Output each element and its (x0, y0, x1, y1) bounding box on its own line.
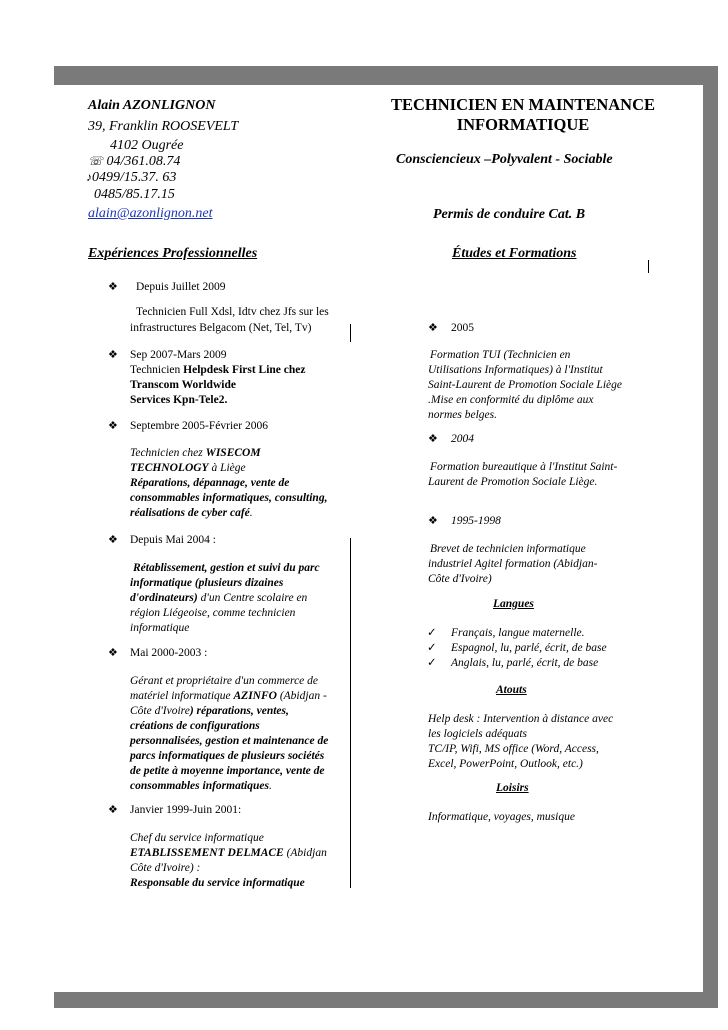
experience-line: Technicien chez WISECOM (130, 447, 261, 459)
diamond-bullet-icon: ❖ (428, 322, 438, 334)
education-year: 2004 (451, 433, 474, 445)
experience-period: Depuis Mai 2004 : (130, 534, 216, 546)
diamond-bullet-icon: ❖ (108, 534, 118, 546)
page-frame-bottom (54, 992, 718, 1008)
experience-line: Chef du service informatique (130, 832, 264, 844)
education-line: industriel Agitel formation (Abidjan- (428, 558, 598, 570)
experience-line: Côte d'Ivoire) : (130, 862, 201, 874)
experience-period: Sep 2007-Mars 2009 (130, 349, 227, 361)
contact-phone: 04/361.08.74 (106, 154, 181, 169)
experience-period: Mai 2000-2003 : (130, 647, 208, 659)
contact-street: 39, Franklin ROOSEVELT (88, 119, 239, 134)
experience-line: région Liégeoise, comme technicien (130, 607, 296, 619)
diamond-bullet-icon: ❖ (108, 804, 118, 816)
education-line: Brevet de technicien informatique (430, 543, 586, 555)
diamond-bullet-icon: ❖ (108, 349, 118, 361)
education-year: 1995-1998 (451, 515, 501, 527)
skills-heading: Atouts (496, 684, 527, 696)
experience-line: Réparations, dépannage, vente de (130, 477, 290, 489)
skills-line: Help desk : Intervention à distance avec (428, 713, 614, 725)
contact-city: 4102 Ougrée (110, 138, 184, 153)
diamond-bullet-icon: ❖ (428, 515, 438, 527)
education-year: 2005 (451, 322, 474, 334)
driving-license: Permis de conduire Cat. B (433, 207, 586, 222)
experience-period: Depuis Juillet 2009 (136, 281, 226, 293)
education-line: Formation TUI (Technicien en (430, 349, 571, 361)
page-title: TECHNICIEN EN MAINTENANCE INFORMATIQUE (390, 95, 656, 134)
contact-phone-row (88, 154, 180, 170)
diamond-bullet-icon: ❖ (108, 647, 118, 659)
experience-line: Transcom Worldwide (130, 379, 236, 391)
column-divider (350, 538, 351, 888)
contact-mobile-row (86, 170, 176, 186)
experience-line: Gérant et propriétaire d'un commerce de (130, 675, 319, 687)
language-item: Espagnol, lu, parlé, écrit, de base (451, 642, 607, 654)
skills-line: Excel, PowerPoint, Outlook, etc.) (428, 758, 583, 770)
education-line: Saint-Laurent de Promotion Sociale Liège (428, 379, 622, 391)
experience-line: informatique (130, 622, 190, 634)
experience-line: réalisations de cyber café. (130, 507, 253, 519)
experience-line: matériel informatique AZINFO (Abidjan - (130, 690, 327, 702)
education-line: .Mise en conformité du diplôme aux (428, 394, 594, 406)
experience-line: créations de configurations (130, 720, 260, 732)
education-line: normes belges. (428, 409, 497, 421)
languages-heading: Langues (493, 598, 534, 610)
experience-line: Rétablissement, gestion et suivi du parc (133, 562, 320, 574)
skills-line: TC/IP, Wifi, MS office (Word, Access, (428, 743, 599, 755)
experience-line: informatique (plusieurs dizaines (130, 577, 284, 589)
experience-line: Technicien Helpdesk First Line chez (130, 364, 306, 376)
column-divider-right (648, 260, 649, 273)
hobbies-heading: Loisirs (496, 782, 529, 794)
mobile-icon: ♪ (86, 170, 92, 184)
hobbies-text: Informatique, voyages, musique (428, 811, 575, 823)
experience-line: de petite à moyenne importance, vente de (130, 765, 325, 777)
diamond-bullet-icon: ❖ (108, 420, 118, 432)
experience-line: parcs informatiques de plusieurs sociétés (130, 750, 325, 762)
experience-period: Septembre 2005-Février 2006 (130, 420, 268, 432)
experience-line: d'ordinateurs) d'un Centre scolaire en (130, 592, 308, 604)
contact-mobile: 0499/15.37. 63 (92, 170, 177, 185)
check-icon: ✓ (427, 657, 437, 669)
language-item: Anglais, lu, parlé, écrit, de base (451, 657, 599, 669)
experience-line: infrastructures Belgacom (Net, Tel, Tv) (130, 322, 312, 334)
experience-line: personnalisées, gestion et maintenance de (130, 735, 329, 747)
phone-icon: ☏ (88, 154, 104, 168)
experience-line: Services Kpn-Tele2. (130, 394, 228, 406)
qualities: Consciencieux –Polyvalent - Sociable (396, 152, 613, 167)
experience-line: Responsable du service informatique (130, 877, 305, 889)
experience-line: Technicien Full Xdsl, Idtv chez Jfs sur les (136, 306, 329, 318)
experience-line: TECHNOLOGY à Liège (130, 462, 246, 474)
check-icon: ✓ (427, 642, 437, 654)
contact-name: Alain AZONLIGNON (88, 98, 216, 113)
column-divider (350, 324, 351, 342)
education-line: Laurent de Promotion Sociale Liège. (428, 476, 598, 488)
experience-heading: Expériences Professionnelles (88, 246, 258, 261)
page-frame-right (703, 66, 718, 1008)
education-heading: Études et Formations (452, 246, 577, 261)
page-frame-top (54, 66, 718, 85)
contact-mobile2: 0485/85.17.15 (94, 187, 175, 202)
language-item: Français, langue maternelle. (451, 627, 585, 639)
skills-line: les logiciels adéquats (428, 728, 528, 740)
experience-line: consommables informatiques. (130, 780, 272, 792)
experience-period: Janvier 1999-Juin 2001: (130, 804, 242, 816)
check-icon: ✓ (427, 627, 437, 639)
education-line: Formation bureautique à l'Institut Saint- (430, 461, 618, 473)
experience-line: Côte d'Ivoire) réparations, ventes, (130, 705, 289, 717)
diamond-bullet-icon: ❖ (428, 433, 438, 445)
contact-email-link[interactable]: alain@azonlignon.net (88, 206, 213, 221)
experience-line: ETABLISSEMENT DELMACE (Abidjan (130, 847, 327, 859)
diamond-bullet-icon: ❖ (108, 281, 118, 293)
experience-line: consommables informatiques, consulting, (130, 492, 328, 504)
education-line: Côte d'Ivoire) (428, 573, 492, 585)
education-line: Utilisations Informatiques) à l'Institut (428, 364, 603, 376)
